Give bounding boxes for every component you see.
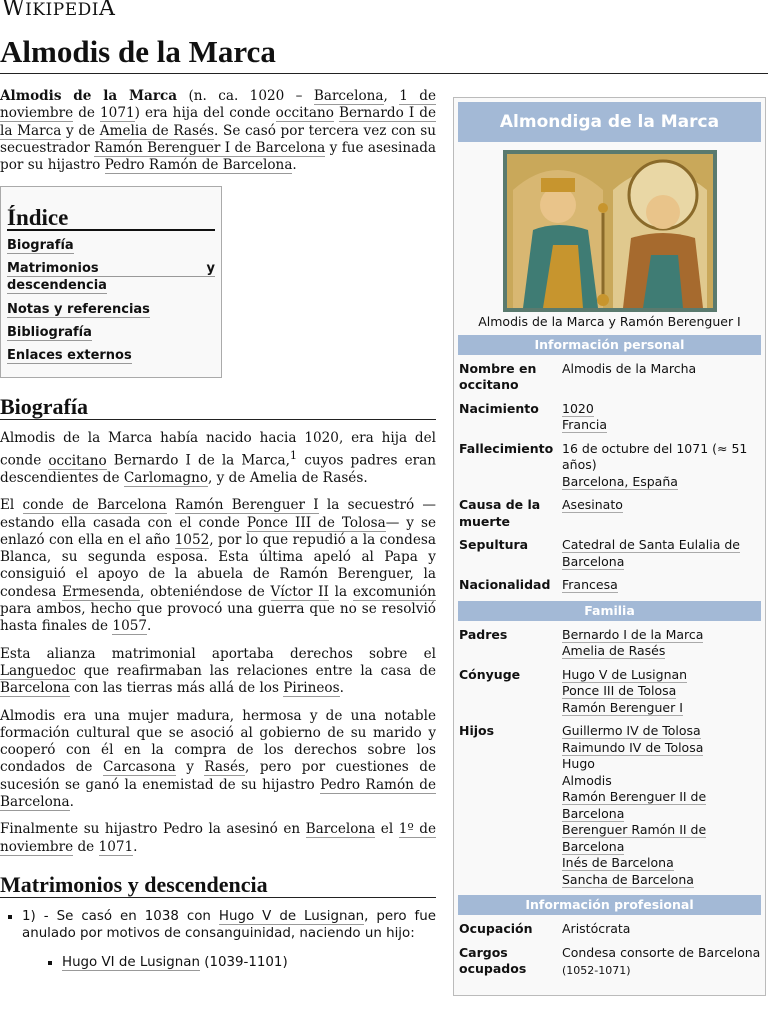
link[interactable]: Ponce III de Tolosa <box>246 514 386 531</box>
text: cuyos padres eran descendientes de <box>0 452 436 486</box>
infobox-row <box>458 361 761 394</box>
text: Bernardo I de la Marca, <box>106 452 290 469</box>
infobox-value <box>562 441 761 491</box>
link[interactable]: Barcelona <box>0 680 70 697</box>
infobox-link[interactable]: Sancha de Barcelona <box>562 871 694 887</box>
text: que reafirmaban las relaciones entre la casa de <box>75 662 436 679</box>
toc-item-label: Biografía <box>7 237 74 253</box>
text: 1) - Se casó en 1038 con <box>22 909 219 925</box>
toc-item-label: Bibliografía <box>7 324 92 340</box>
infobox-value <box>562 723 761 888</box>
infobox-text: Condesa consorte de Barcelona <box>562 944 761 960</box>
list-item <box>62 954 436 971</box>
text: el <box>375 821 399 838</box>
text: . Se casó por tercera vez con su secuestrador <box>0 122 437 156</box>
text: Almodis era una mujer madura, hermosa y de una notable formación cultural que se asoció al gobierno de su marido y cooperó con él en la compra de los derechos sobre los condados de <box>0 707 436 776</box>
toc-item-label: Matrimonios y descendencia <box>7 261 215 294</box>
toc-item[interactable] <box>7 237 215 254</box>
personal-rows <box>458 361 761 594</box>
portrait-image[interactable] <box>503 150 717 312</box>
section-familia: Familia <box>458 601 761 621</box>
infobox-label: Fallecimiento <box>459 440 554 456</box>
link[interactable]: 1071 <box>98 838 134 855</box>
children-list <box>22 954 436 971</box>
text: , <box>383 88 400 104</box>
infobox-row <box>458 667 761 717</box>
infobox-link[interactable]: Inés de Barcelona <box>562 855 674 870</box>
section-personal: Información personal <box>458 335 761 355</box>
infobox-text: Almodis de la Marcha <box>562 360 697 376</box>
link[interactable]: Carcasona <box>102 759 176 776</box>
infobox-row <box>458 441 761 491</box>
link[interactable]: Ramón Berenguer I <box>174 497 319 514</box>
paragraph <box>0 646 436 698</box>
link[interactable]: Pedro Ramón de Barcelona <box>0 776 436 811</box>
link[interactable]: Barcelona <box>305 821 376 838</box>
infobox-link[interactable]: Barcelona, España <box>562 473 678 489</box>
link[interactable]: excomunión <box>352 583 437 600</box>
text: de <box>73 838 99 855</box>
toc-list <box>7 237 215 365</box>
infobox-row <box>458 945 761 980</box>
text: . <box>147 618 152 635</box>
link-bernardo[interactable]: Bernardo I de la Marca <box>0 105 437 139</box>
infobox-label: Ocupación <box>459 921 533 936</box>
reference-note[interactable]: 1 <box>289 448 298 463</box>
section-heading-matrimonios: Matrimonios y descendencia <box>0 876 436 898</box>
infobox-row <box>458 577 761 594</box>
text <box>167 497 175 513</box>
link[interactable]: 1057 <box>112 618 148 635</box>
text: El <box>0 497 23 514</box>
text: con las tierras más allá de los <box>69 680 284 697</box>
text: ) era hija del conde <box>134 105 276 122</box>
toc-item[interactable] <box>7 324 215 341</box>
infobox-value <box>562 401 761 434</box>
wikipedia-logo[interactable] <box>2 0 115 21</box>
infobox-text: Almodis <box>562 772 612 788</box>
infobox-years: (1052-1071) <box>562 964 631 977</box>
link[interactable]: Languedoc <box>0 662 76 679</box>
infobox-label: Nacimiento <box>459 400 539 416</box>
logo-letter-w: W <box>2 0 26 21</box>
infobox <box>453 97 766 996</box>
infobox-link[interactable]: Francia <box>562 417 608 432</box>
toc-item[interactable] <box>7 301 215 318</box>
infobox-link[interactable]: Francesa <box>562 577 618 592</box>
text: . <box>339 680 344 697</box>
text: y fue asesinada por su hijastro <box>0 139 437 174</box>
infobox-label: Hijos <box>459 723 495 738</box>
link[interactable]: Hugo VI de Lusignan <box>62 955 200 971</box>
link[interactable]: Rasés <box>204 759 246 776</box>
infobox-value <box>562 497 761 530</box>
section-profesional: Información profesional <box>458 895 761 915</box>
infobox-value <box>562 537 761 570</box>
list-item <box>22 908 436 971</box>
toc-item-label: Enlaces externos <box>7 348 132 364</box>
infobox-value <box>562 945 761 980</box>
text: , pero fue anulado por motivos de consanguinidad, naciendo un hijo: <box>22 909 436 942</box>
infobox-link[interactable]: Hugo V de Lusignan <box>562 666 688 682</box>
infobox-row <box>458 537 761 570</box>
link[interactable]: Carlomagno <box>123 469 209 486</box>
infobox-label: Cónyuge <box>459 666 521 682</box>
text: (n. ca. 1020 – <box>177 88 314 104</box>
infobox-label: Causa de la muerte <box>459 497 541 529</box>
toc-item-label: Notas y referencias <box>7 301 150 317</box>
logo-letter-a: A <box>98 0 116 21</box>
link-ramon-berenguer[interactable]: Ramón Berenguer I de Barcelona <box>94 139 326 156</box>
family-rows <box>458 627 761 889</box>
infobox-link[interactable]: Ramón Berenguer II de Barcelona <box>562 789 707 821</box>
toc-item[interactable] <box>7 260 215 295</box>
text: y <box>175 759 205 776</box>
infobox-text: 16 de octubre del 1071 (≈ 51 años) <box>562 440 748 472</box>
infobox-label: Sepultura <box>459 537 529 552</box>
image-caption: Almodis de la Marca y Ramón Berenguer I <box>478 314 741 329</box>
text: (1039-1101) <box>199 955 288 971</box>
infobox-label: Nacionalidad <box>459 577 551 592</box>
paragraph <box>0 821 436 856</box>
article-body <box>0 88 436 981</box>
infobox-row <box>458 921 761 938</box>
infobox-label: Nombre en occitano <box>459 360 537 392</box>
section-heading-biografia: Biografía <box>0 398 436 420</box>
infobox-row <box>458 627 761 660</box>
link-year[interactable]: 1071 <box>100 105 135 122</box>
text: — y se enlazó con ella en el año <box>0 514 436 548</box>
intro-paragraph <box>0 88 436 174</box>
paragraph <box>0 708 436 812</box>
text: de <box>73 105 101 122</box>
text: Finalmente su hijastro Pedro la asesinó en <box>0 821 306 838</box>
toc-heading: Índice <box>7 209 215 230</box>
infobox-link[interactable]: Berenguer Ramón II de Barcelona <box>562 822 707 854</box>
marriage-list <box>0 908 436 971</box>
infobox-link[interactable]: Raimundo IV de Tolosa <box>562 739 704 755</box>
text: y de <box>61 122 100 139</box>
infobox-link[interactable]: Bernardo I de la Marca <box>562 626 704 642</box>
infobox-row <box>458 401 761 434</box>
infobox-link[interactable]: 1020 <box>562 400 594 416</box>
title-divider <box>0 73 768 74</box>
text: , por lo que repudió a la condesa Blanca, su segunda esposa. Esta última apeló al Papa y consiguió el apoyo de la abuela de Ramón Berenguer, la condesa <box>0 531 436 600</box>
link-pedro-ramon[interactable]: Pedro Ramón de Barcelona <box>104 157 293 174</box>
text: la secuestró —estando ella casada con el conde <box>0 497 436 531</box>
infobox-link[interactable]: Ponce III de Tolosa <box>562 683 677 698</box>
infobox-value <box>562 627 761 660</box>
infobox-label: Padres <box>459 626 508 642</box>
infobox-label: Cargos ocupados <box>459 944 527 976</box>
logo-letters: IKIPEDI <box>25 0 99 20</box>
link[interactable]: 1º de noviembre <box>0 821 436 855</box>
link[interactable]: Ermesenda <box>62 583 141 600</box>
infobox-value <box>562 667 761 717</box>
infobox-value <box>562 577 761 594</box>
link[interactable]: Pirineos <box>283 680 340 697</box>
infobox-link[interactable]: Guillermo IV de Tolosa <box>562 723 701 738</box>
paragraph <box>0 430 436 487</box>
intro-subject: Almodis de la Marca <box>0 88 178 104</box>
link[interactable]: conde de Barcelona <box>22 497 167 514</box>
infobox-value <box>562 361 761 394</box>
link[interactable]: Víctor II <box>270 583 329 600</box>
link-barcelona[interactable]: Barcelona <box>313 88 384 104</box>
infobox-link[interactable]: Asesinato <box>562 497 623 512</box>
infobox-row <box>458 497 761 530</box>
text: , pero por cuestiones de sucesión se ganó la enemistad de su hijastro <box>0 759 436 793</box>
infobox-link[interactable]: Amelia de Rasés <box>562 643 666 658</box>
link[interactable]: 1052 <box>174 531 210 548</box>
infobox-title: Almondiga de la Marca <box>458 102 761 142</box>
infobox-text: Aristócrata <box>562 921 631 936</box>
infobox-row <box>458 723 761 888</box>
professional-rows <box>458 921 761 980</box>
link-occitano[interactable]: occitano <box>275 105 334 122</box>
text: para ambos, hecho que provocó una guerra que no se resolvió hasta finales de <box>0 601 436 635</box>
page-title: Almodis de la Marca <box>0 34 276 69</box>
infobox-link[interactable]: Ramón Berenguer I <box>562 699 683 715</box>
table-of-contents <box>0 186 222 377</box>
text: , obteniéndose de <box>140 583 271 600</box>
text: , y de Amelia de Rasés. <box>208 469 368 486</box>
infobox-value <box>562 921 761 938</box>
link[interactable]: Hugo V de Lusignan <box>218 909 365 925</box>
text: Esta alianza matrimonial aportaba derechos sobre el <box>0 645 436 662</box>
text: . <box>133 838 138 855</box>
link-date[interactable]: 1 de noviembre <box>0 88 436 122</box>
toc-item[interactable] <box>7 347 215 364</box>
text: Almodis de la Marca había nacido hacia 1020, era hija del conde <box>0 429 436 469</box>
text: . <box>292 157 297 174</box>
text: la <box>328 583 353 600</box>
text: . <box>69 794 74 811</box>
link-amelia[interactable]: Amelia de Rasés <box>99 122 215 139</box>
paragraph <box>0 497 436 635</box>
infobox-text: Hugo <box>562 756 595 771</box>
link[interactable]: occitano <box>48 452 107 469</box>
infobox-link[interactable]: Catedral de Santa Eulalia de Barcelona <box>562 537 740 569</box>
